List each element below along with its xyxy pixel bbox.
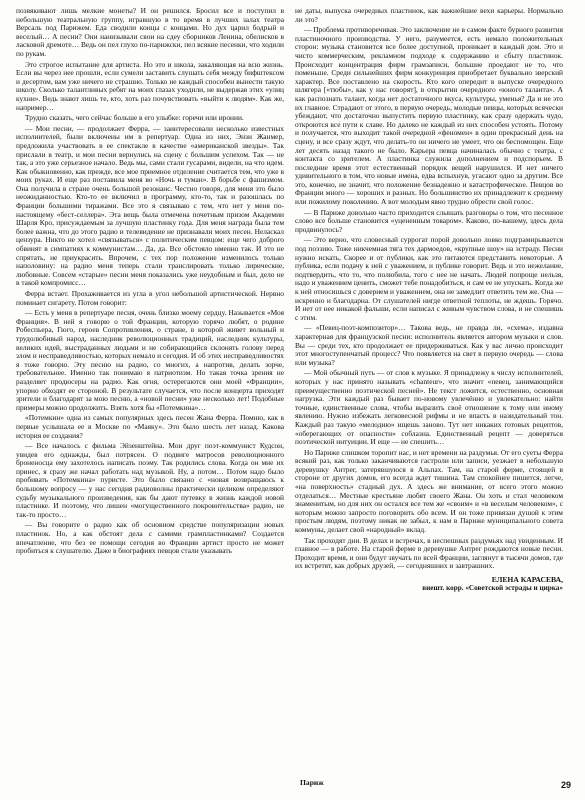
- dateline-city: Париж: [300, 778, 324, 787]
- page-number: 29: [560, 780, 571, 790]
- paragraph: — Вы говорите о радио как об основном средстве популяризации новых пластинок. Но, а как обстоят дела с самими грампластинками? Создается впечатление, что без ее помощи сегодня во Франции артист просто не может пробиться к слушателю. Даже в биографиях певцов стали указывать: [16, 520, 284, 556]
- paragraph: Ферра встает. Прохаживается из угла в угол небольшой артистической. Нервно поминает сигарету. Потом говорит:: [16, 289, 284, 307]
- paragraph: Так проходят дни. В делах и встречах, в неспешных раздумьях над увиденным. И главное — в работе. На старой ферме в деревушке Антрег рождаются новые песни. Проходит время, и они будут звучать по всей Франции, заглянут в тысячи домов, где их встретят, как добрых друзей, — сегодняшних и завтрашних.: [295, 535, 563, 571]
- left-column: [16, 7, 284, 777]
- paragraph: позвякивают лишь мелкие монеты? И он решился. Бросил все и поступил в небольшую театральную группу, игравшую в то время в лучших залах театра Версаль под Парижем. Еда сводили концы с концами. Но дух царил бодрый и веселый… А песни? Они нанизывали свои на сдеу сборников Ленина, обелисков в ласковой дремоте… Ведь он пел глухо по-парижски, пел всякие песенки, что ходили по рукам.: [16, 7, 284, 58]
- author-title: внешт. корр. «Советской эстрады и цирка»: [422, 584, 563, 592]
- paragraph: — Есть у меня в репертуаре песня, очень близко моему сердцу. Называется «Моя Франция». В ней я говорю о той Франции, которую горячо любят, о родине Робеспьера, Гюго, героев Сопротивления, о стране, в которой живет вольный и трудолюбивый народ, наследник революционных традиций, наследник культуры, великих идей, выстраданных людьми и не собирающийся склонять голову перед злом и несправедливостью, которых немало и сегодня. И об этих несправедливостях я тоже говорю. Эту песню на радио, со многих, а напротив, делать зорче, требовательнее. Именно так понимаю я патриотизм. Но такая точка зрения не разделяет продюсеры на радио. Как огня, остерегаются они моей «Франции», упорно обходят ее стороной. В результате случается, что после концерта приходят зрители и благодарят за мою песню, а «новой песни» уже несколько лет! Подобные примеры можно продолжить. Взять хотя бы «Потемкина»…: [16, 308, 284, 412]
- paragraph: Но Париже слишком торопит нас, и нет времени на раздумья. От его суеты Ферра всякий раз, как только заканчиваются гастроли или записи, уезжает в небольшую деревушку Антрег, затерявшуюся в Альпах. Там, на старой ферме, стоящей в стороне от других домов, его всегда ждет тишина. Там спокойнее пишется, легче, «на поверхность» стадный дух. А здесь же внимание, от всего этого можно отделаться… Местные крестьяне любят своего Жана. Он хоть и стал человеком знаменитым, но для них он остался все тем же «своим» и «в веселым человеком», с которым можно запросто поговорить обо всем. И он тоже привязан душой к этим простым людям, поэтому никак не забыл, к нам в Париже муниципального совета коммуны, делает свой «народный» вклад.: [295, 447, 563, 535]
- paragraph: — В Париже довольно часто приходится слышать разговоры о том, что песенное слово все больше становится «уцененным товаром». Каково, по-вашему, здесь дела продвинулось?: [295, 207, 563, 234]
- right-column: [295, 7, 563, 777]
- paragraph: Это строгое испытание для артиста. Но это и школа, закаляющая на всю жизнь. Если вы через нее прошли, если сумели заставить слушать себя между бифштексом и десертом, вам уже ничего не страшно. Только не каждый способен вынести такую школу. Сколько талантливых ребят на моих глазах уходили, не выдержав этих «улиц кухни». Ведь знают лишь те, кто, хоть раз почувствовать «выйти к людям». Как же, например…: [16, 59, 284, 112]
- paragraph: «Потемкин» одна из самых популярных здесь песен Жана Ферра. Помню, как в первые услышала ее в Москве по «Маяку». Это было шесть лет назад. Какова история ее создания?: [16, 413, 284, 440]
- paragraph: Трудно сказать, чего сейчас больше в его улыбке: горечи или иронии.: [25, 113, 244, 123]
- paragraph: — Проблема противоречивая. Это заключение не в самом факте бурного развития пластиночного производства. У него, разумеется, есть немало положительных сторон: музыка становится все более доступной, проникает в каждый дом. Это и чисто коммерческим, рекламном подходе к содержанию и сбыту пластинок. Происходит концентрация фирм грамзаписи, большие проедают не то, что поменьше. Среди сильнейших фирм конкуренция приобретает буквально зверский характер. Все поставлено на скорость. Кто кого опередит в выпуске очередного шлягера [«тюбы», как у нас говорят], в открытии очередного «юного таланта». А как распознать талант, когда нет достаточного вкуса, культуры, уменья? Да и не это их главное. Страдают от этого, в первую очередь, молодые певцы, которых всячески убеждают, что достаточно выпустить первую пластинку, как сразу одержать чудо, откроются все пути к славе. Но далеко не каждый из них способен устоять. Потому и получается, что выходит такой очередной «феномен» в один прекрасный день на сцену, и все сразу ждут, что делать-то он ничего не умеет, что он беспомощен. Еще лет десять назад такого не было. Карьера певца начиналась обычно с театра, с контакта со зрителем. А пластинка служила дополнением и подспорьем. В последние время этот естественный порядок вещей нарушился. И нет ничего удивительного в том, что новые имена, едва вспыхнув, угасают одно за другим. Все это, конечно, не значит, что положение безнадежно и катастрофическое. Певцов во Франции много — хороших и разных. Но большинство их принадлежит к среднему или пожилому поколению. А вот молодым явно трудно обрести свой голос.: [295, 25, 563, 207]
- paragraph: — «Певец-поэт-композитор»… Такова ведь, не правда ли, «схема», издавна характерная для французской песни: исполнитель является автором музыки и слов. Вы — среди тех, кто продолжает ее придерживаться. Как у вас лично происходит этот многоступенчатый процесс? Что появляется на свет в первую очередь — слова или музыка?: [295, 323, 563, 367]
- paragraph: не даты, выпуска очередных пластинок, как важнейшие вехи карьеры. Нормально ли это?: [295, 7, 563, 24]
- paragraph: — Это верно, что словесный суррогат порой довольно ловко подграмирывается под поэзию. Тоже никчемная тяга тех дармоедов, «крупные шоу» на эстраду. Песни нужно искать, Скорее и от публики, как это питаются представить некоторые. А публика, если подачу к ней с уважением, и публике говорит. Ведь и это нежелание, подтвердить, что то, что полюбила, того с нее не начать. Людей попроще нельзя, надо и уважением ценить, сможет тебе понадобиться, и сам ее не упускать. Когда же к ней относишься с доверием и уважением, она не замедлит ответить тем же. Она — искренно и благодарна. От слушателей нигде ответной теплоты, не ждешь. Горячо. И нет от нее никакой фальши, если написал с живым чувством слова, и не спешишь с этим.: [295, 235, 563, 322]
- paragraph: — Мои песни, — продолжает Ферра, — заинтересовали несколько известных исполнителей, были включены им в репертуар. Одна из них, Энзи Жанмер, предложила участвовать в ее спектакле в качестве «американской звезды». Так прислали в театр, и мои песни вернулись на сцену с большим успехом. Так — не так, а это уже серьезное начало. Ведь мы, сами стали гусарами, видели, на что идем. Как обыкновенно, как прежде, все мое приемное отделение считается тем, что уже в моих руках. И еще раз поставила меня во «Ночь и туман». В борьбе с фашизмом. Она получила в стране очень большой резонанс. Честно говоря, для меня это было неожиданностью. Кто-то ее включил в программу, кто-то, так и разошлась по Франции большими тиражами. Все это я связываю с тем, что нет у меня по-настоящему «бест-селлера». Эта вещь была отмечена почетным призом Академии Шарля Кро, присуждаемым за лучшую пластинку года. Для меня награда была тем более важна, что до этого радио и телевидение не признавали моих песен. Неласкал цензура. Никто не хотел «связываться» с политическим певцом: еще чего доброго обвинят в симпатиях к коммунистам… Да, да. Все обстояло именно так. И это не спрятать, не приукрасить. Впрочем, с тех пор положение изменилось только наполовину: на радио меня теперь стали транслировать только лирические, любовные. Совсем «старые» песни меня показались уже неудобным и был, дело не в такой компромисс…: [16, 123, 284, 288]
- paragraph: — Мой обычный путь — от слов к музыке. Я принадлежу к числу исполнителей, которых у нас принято называть «chanteur», что значит «певец, занимающийся преимущественно поэтической песней». Не текст ложится, естественно, основная нагрузка. Эти каждый раз бывает по-новому увлечённо и увлекательно: найти точные, единственные слова, чтобы выразить своё отношение к тому или иному явлению. Нужно избежать легковесной рифмы и не впасть в назидательный тон. Каждый раз такую «мелодию» ищешь заново. Тут нет никаких готовых рецептов, «оберегающих от опасности» соблазна. Единственный рецепт — доверяться поэтической интуиции. И еще — не спешить…: [295, 368, 563, 447]
- author-name: ЕЛЕНА КАРАСЕВА,: [491, 575, 563, 584]
- paragraph: — Все началось с фильма Эйзенштейна. Мои друг поэт-коммунист Кудсон, увидев его однажды, был потрясен. О подвиге матросов революционного броненосца ему захотелось написать поэму. Так родились слова. Когда он мне их принес, я сразу же начал работать над музыкой. Ну, а потом… Потом надо было пробивать «Потемкина» пуристе. Это было связано с «новая возвращаюсь к большому вопросу — у нас сегодня радиоволны практически целиком определяют судьбу музыкального произведения, как бы дают путевку в жизнь каждой новой пластинке. И поэтому, что лишен «могущественного покровительства» радио, не так-то просто…: [16, 441, 284, 519]
